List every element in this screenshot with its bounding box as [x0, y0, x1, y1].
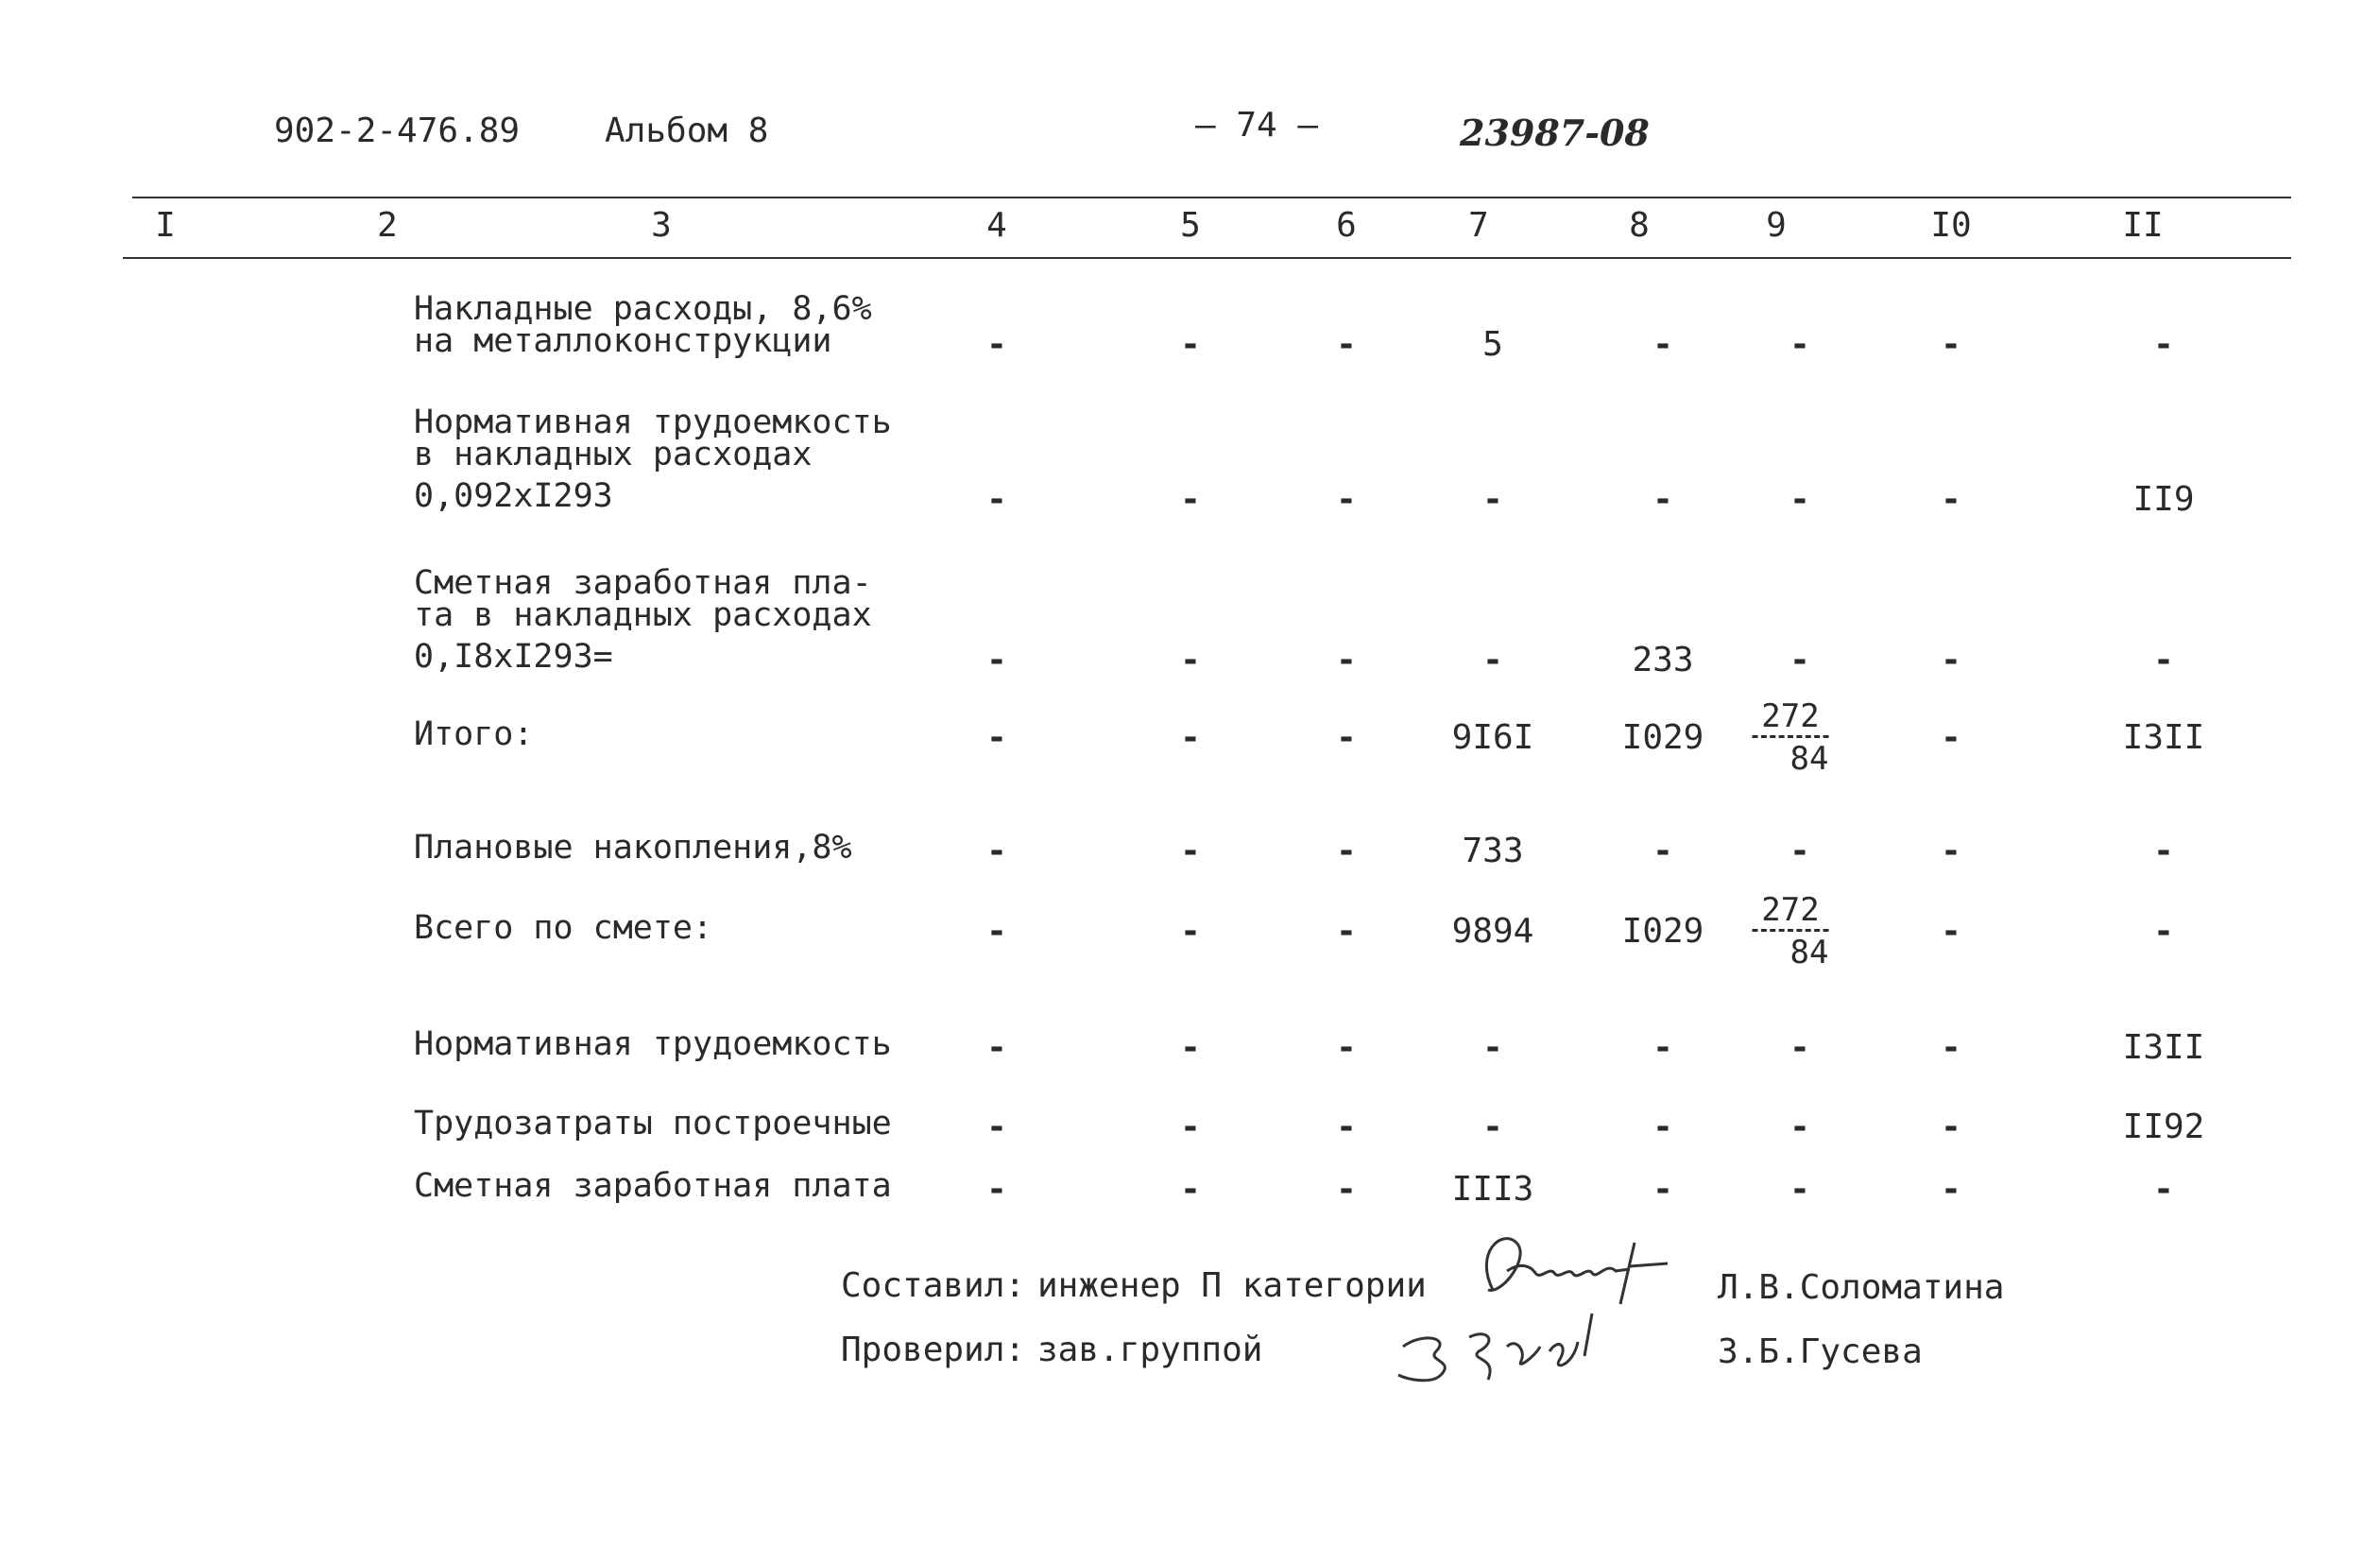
column-number: 9: [1766, 206, 1787, 245]
value-cell: III3: [1451, 1170, 1534, 1209]
empty-cell: -: [1941, 1170, 1961, 1209]
empty-cell: -: [1652, 1108, 1673, 1146]
column-number: 2: [377, 206, 398, 245]
row-label: Сметная заработная пла-: [414, 564, 872, 602]
fraction-cell: [1753, 699, 1829, 776]
empty-cell: -: [2153, 641, 2174, 679]
row-label: Нормативная трудоемкость: [414, 1025, 892, 1063]
value-cell: 233: [1632, 641, 1694, 679]
row-label: на металлоконструкции: [414, 322, 832, 360]
empty-cell: -: [2153, 325, 2174, 364]
empty-cell: -: [1941, 641, 1961, 679]
row-label: Итого:: [414, 715, 534, 753]
column-number: 8: [1629, 206, 1650, 245]
empty-cell: -: [1652, 480, 1673, 519]
empty-cell: -: [1336, 1028, 1357, 1067]
empty-cell: -: [986, 480, 1007, 519]
empty-cell: -: [1482, 480, 1503, 519]
empty-cell: -: [1180, 832, 1201, 870]
empty-cell: -: [1789, 1028, 1810, 1067]
empty-cell: -: [1941, 1028, 1961, 1067]
empty-cell: -: [1180, 1170, 1201, 1209]
empty-cell: -: [1180, 480, 1201, 519]
empty-cell: -: [1336, 641, 1357, 679]
empty-cell: -: [1180, 1028, 1201, 1067]
empty-cell: -: [1336, 832, 1357, 870]
page-number: — 74 —: [1195, 106, 1319, 145]
empty-cell: -: [986, 641, 1007, 679]
fraction-denominator: 84: [1789, 740, 1829, 778]
document-code: 902-2-476.89: [274, 112, 521, 150]
empty-cell: -: [1941, 718, 1961, 757]
album-label: Альбом 8: [605, 112, 769, 150]
empty-cell: -: [1652, 325, 1673, 364]
compiled-label: Составил:: [841, 1266, 1026, 1305]
value-cell: I029: [1621, 912, 1704, 951]
empty-cell: -: [1652, 1028, 1673, 1067]
column-number: I: [155, 206, 176, 245]
checked-role: зав.группой: [1037, 1331, 1263, 1369]
empty-cell: -: [1336, 325, 1357, 364]
checked-name: З.Б.Гусева: [1718, 1332, 1923, 1371]
compiled-name: Л.В.Соломатина: [1718, 1268, 2005, 1307]
row-formula: 0,I8xI293=: [414, 638, 613, 676]
value-cell: 9I6I: [1451, 718, 1534, 757]
empty-cell: -: [1482, 1028, 1503, 1067]
empty-cell: -: [1941, 480, 1961, 519]
value-cell: I3II: [2122, 1028, 2205, 1067]
fraction-numerator: 272: [1753, 893, 1829, 932]
value-cell: II92: [2122, 1108, 2205, 1146]
empty-cell: -: [1941, 325, 1961, 364]
empty-cell: -: [1180, 1108, 1201, 1146]
fraction-cell: [1753, 893, 1829, 970]
empty-cell: -: [1336, 1108, 1357, 1146]
fraction-numerator: 272: [1753, 699, 1829, 738]
row-formula: 0,092xI293: [414, 477, 613, 515]
empty-cell: -: [1941, 1108, 1961, 1146]
row-label: Трудозатраты построечные: [414, 1105, 892, 1142]
empty-cell: -: [986, 1170, 1007, 1209]
value-cell: 5: [1482, 325, 1503, 364]
empty-cell: -: [986, 1028, 1007, 1067]
table-header-bottom-rule: [123, 257, 2291, 259]
empty-cell: -: [1336, 718, 1357, 757]
empty-cell: -: [1336, 912, 1357, 951]
value-cell: I029: [1621, 718, 1704, 757]
value-cell: 9894: [1451, 912, 1534, 951]
row-label: Плановые накопления,8%: [414, 829, 852, 867]
empty-cell: -: [1652, 1170, 1673, 1209]
column-number: 6: [1336, 206, 1357, 245]
empty-cell: -: [1789, 641, 1810, 679]
column-number: 3: [651, 206, 672, 245]
row-label: Накладные расходы, 8,6%: [414, 290, 872, 328]
empty-cell: -: [1482, 641, 1503, 679]
value-cell: I3II: [2122, 718, 2205, 757]
empty-cell: -: [1941, 832, 1961, 870]
row-label: в накладных расходах: [414, 436, 813, 473]
value-cell: II9: [2132, 480, 2195, 519]
empty-cell: -: [1789, 325, 1810, 364]
column-number: 5: [1180, 206, 1201, 245]
empty-cell: -: [986, 325, 1007, 364]
row-label: Сметная заработная плата: [414, 1167, 892, 1205]
empty-cell: -: [1180, 718, 1201, 757]
empty-cell: -: [986, 912, 1007, 951]
empty-cell: -: [1336, 480, 1357, 519]
row-label: та в накладных расходах: [414, 596, 872, 634]
empty-cell: -: [1180, 325, 1201, 364]
table-top-rule: [132, 197, 2291, 198]
empty-cell: -: [1482, 1108, 1503, 1146]
empty-cell: -: [2153, 832, 2174, 870]
checked-signature: [1384, 1295, 1630, 1399]
empty-cell: -: [1180, 912, 1201, 951]
empty-cell: -: [1789, 480, 1810, 519]
empty-cell: -: [986, 1108, 1007, 1146]
row-label: Нормативная трудоемкость: [414, 404, 892, 441]
empty-cell: -: [1789, 1170, 1810, 1209]
checked-label: Проверил:: [841, 1331, 1026, 1369]
empty-cell: -: [1180, 641, 1201, 679]
empty-cell: -: [2153, 912, 2174, 951]
value-cell: 733: [1462, 832, 1524, 870]
row-label: Всего по смете:: [414, 909, 713, 947]
empty-cell: -: [1652, 832, 1673, 870]
empty-cell: -: [986, 718, 1007, 757]
inventory-number: 23987-08: [1460, 112, 1650, 154]
empty-cell: -: [2153, 1170, 2174, 1209]
compiled-role: инженер П категории: [1037, 1266, 1427, 1305]
empty-cell: -: [1941, 912, 1961, 951]
empty-cell: -: [1336, 1170, 1357, 1209]
column-number: 7: [1468, 206, 1489, 245]
column-number: 4: [986, 206, 1007, 245]
empty-cell: -: [1789, 832, 1810, 870]
fraction-denominator: 84: [1789, 934, 1829, 971]
column-number: II: [2122, 206, 2164, 245]
empty-cell: -: [986, 832, 1007, 870]
column-number: I0: [1930, 206, 1972, 245]
empty-cell: -: [1789, 1108, 1810, 1146]
